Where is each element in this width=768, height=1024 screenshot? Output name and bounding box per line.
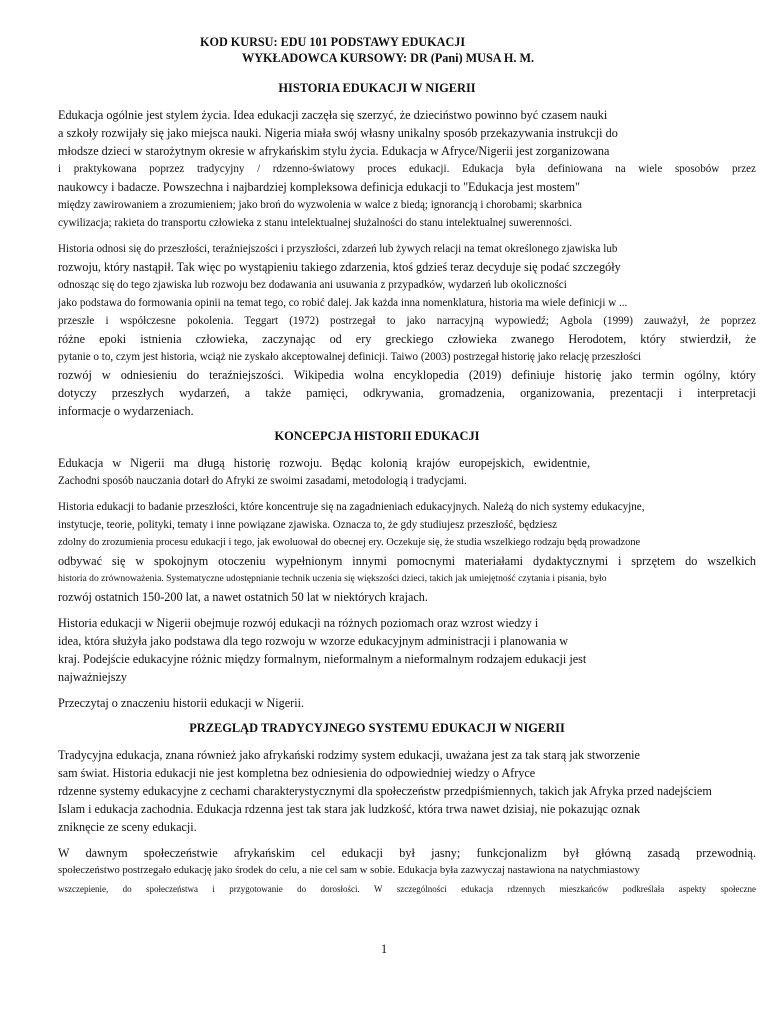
paragraph (58, 694, 756, 712)
paragraph (58, 844, 756, 898)
text-line: Historia odnosi się do przeszłości, teraźniejszości i przyszłości, zdarzeń lub żywych relacji na temat określonego zjawiska lub (58, 243, 618, 255)
text-line: różne epoki istnienia człowieka, zaczynając od ery greckiego człowieka zwanego Herodotem, który stwierdził, że (58, 332, 756, 346)
text-line: Historia edukacji to badanie przeszłości, które koncentruje się na zagadnieniach edukacyjnych. Należą do nich systemy edukacyjne, (58, 501, 645, 513)
paragraph (58, 106, 756, 232)
text-line: a szkoły rozwijały się jako miejsca nauki. Nigeria miała swój własny unikalny sposób przekazywania instrukcji do (58, 126, 618, 140)
text-line: rozwój ostatnich 150-200 lat, a nawet ostatnich 50 lat w niektórych krajach. (58, 590, 428, 604)
text-line: historia do zrównoważenia. Systematyczne udostępnianie technik uczenia się większości dzieci, takich jak umiejętność czytania i pisania, było (58, 573, 607, 584)
text-line: naukowcy i badacze. Powszechna i najbardziej kompleksowa definicja edukacji to "Edukacja jest mostem" (58, 180, 580, 194)
text-line: idea, która służyła jako podstawa dla tego rozwoju w wzorze edukacyjnym administracji i planowania w (58, 634, 569, 648)
text-line: wszczepienie, do społeczeństwa i przygotowanie do dorosłości. W szczególności edukacja rdzennych mieszkańców podkreślała aspekty społeczne (58, 884, 756, 894)
text-line: najważniejszy (58, 670, 128, 684)
text-line: Edukacja w Nigerii ma długą historię rozwoju. Będąc kolonią krajów europejskich, ewidentnie, (58, 456, 590, 470)
text-line: jako podstawa do formowania opinii na temat tego, co robić dalej. Jak każda inna nomenklatura, historia ma wiele definicji w ... (58, 297, 628, 309)
text-line: odnosząc się do tego zjawiska lub rozwoju bez dodawania ani usuwania z przypadków, wydarzeń lub okoliczności (58, 279, 567, 291)
text-line: Edukacja ogólnie jest stylem życia. Idea edukacji zaczęła się szerzyć, że dzieciństwo powinno być czasem nauki (58, 108, 608, 122)
text-line: kraj. Podejście edukacyjne różnic między formalnym, nieformalnym a nieformalnym rodzajem edukacji jest (58, 652, 587, 666)
text-line: przeszłe i współczesne pokolenia. Teggart (1972) postrzegał to jako narracyjną wypowiedź; Agbola (1999) zauważył, że poprzez (58, 315, 756, 327)
text-line: Zachodni sposób nauczania dotarł do Afryki ze swoimi zasadami, metodologią i tradycjami. (58, 475, 467, 487)
text-line: Tradycyjna edukacja, znana również jako afrykański rodzimy system edukacji, uważana jest za tak starą jak stworzenie (58, 748, 640, 762)
text-line: Przeczytaj o znaczeniu historii edukacji w Nigerii. (58, 696, 305, 710)
text-line: dotyczy przeszłych wydarzeń, a także pamięci, odkrywania, gromadzenia, organizowania, prezentacji i interpretacji (58, 386, 756, 400)
text-line: Historia edukacji w Nigerii obejmuje rozwój edukacji na różnych poziomach oraz wzrost wiedzy i (58, 616, 539, 630)
text-line: pytanie o to, czym jest historia, wciąż nie zyskało akceptowalnej definicji. Taiwo (2003) postrzegał historię jako relację przeszłości (58, 351, 642, 363)
text-line: instytucje, teorie, polityki, tematy i inne powiązane zjawiska. Oznacza to, że gdy studiujesz przeszłość, będziesz (58, 519, 558, 531)
text-line: rdzenne systemy edukacyjne z cechami charakterystycznymi dla społeczeństw przedpiśmiennych, takich jak Afryka przed nadejściem (58, 784, 712, 798)
text-line: społeczeństwo postrzegało edukację jako środek do celu, a nie cel sam w sobie. Edukacja była zazwyczaj nastawiona na natychmiastowy (58, 865, 640, 876)
paragraph (58, 454, 756, 490)
text-line: młodsze dzieci w starożytnym okresie w afrykańskim stylu życia. Edukacja w Afryce/Nigerii jest zorganizowana (58, 144, 610, 158)
paragraph (58, 746, 756, 836)
text-line: Islam i edukacja zachodnia. Edukacja rdzenna jest tak stara jak ludzkość, która trwa nawet dzisiaj, nie pokazując oznak (58, 802, 641, 816)
text-line: informacje o wydarzeniach. (58, 404, 194, 418)
text-line: sam świat. Historia edukacji nie jest kompletna bez odniesienia do odpowiedniej wiedzy o Afryce (58, 766, 536, 780)
text-line: między zawirowaniem a zrozumieniem; jako broń do wyzwolenia w walce z biedą; ignorancją i chorobami; skarbnica (58, 199, 582, 211)
text-line: zniknęcie ze sceny edukacji. (58, 820, 197, 834)
text-line: i praktykowana poprzez tradycyjny / rdzenno-światowy proces edukacji. Edukacja była definiowana na wiele sposobów przez (58, 163, 756, 175)
text-line: rozwój w odniesieniu do teraźniejszości. Wikipedia wolna encyklopedia (2019) definiuje historię jako termin ogólny, który (58, 368, 756, 382)
lecturer-header: WYKŁADOWCA KURSOWY: DR (Pani) MUSA H. M. (242, 51, 535, 65)
text-line: odbywać się w spokojnym otoczeniu wypełnionym innymi pomocnymi materiałami dydaktycznymi i sprzętem do wszelkich (58, 554, 756, 568)
text-line: W dawnym społeczeństwie afrykańskim cel edukacji był jasny; funkcjonalizm był główną zasadą przewodnią. (58, 846, 756, 860)
text-line: zdolny do zrozumienia procesu edukacji i tego, jak ewoluował do obecnej ery. Oczekuje się, że studia wszelkiego rodzaju będą prowadzone (58, 537, 641, 548)
section-title: HISTORIA EDUKACJI W NIGERII (278, 81, 476, 95)
paragraph (58, 614, 756, 686)
page-number: 1 (380, 942, 388, 956)
text-line: rozwoju, który nastąpił. Tak więc po wystąpieniu takiego zdarzenia, ktoś gdzieś teraz decyduje się podać szczegóły (58, 260, 621, 274)
text-line: cywilizacja; rakieta do transportu człowieka z stanu intelektualnej służalności do stanu intelektualnej suwerenności. (58, 217, 573, 229)
section-title: KONCEPCJA HISTORII EDUKACJI (274, 429, 480, 443)
section-title: PRZEGLĄD TRADYCYJNEGO SYSTEMU EDUKACJI W NIGERII (189, 721, 565, 735)
paragraph (58, 498, 756, 606)
paragraph (58, 240, 756, 420)
course-code-header: KOD KURSU: EDU 101 PODSTAWY EDUKACJI (200, 35, 466, 49)
